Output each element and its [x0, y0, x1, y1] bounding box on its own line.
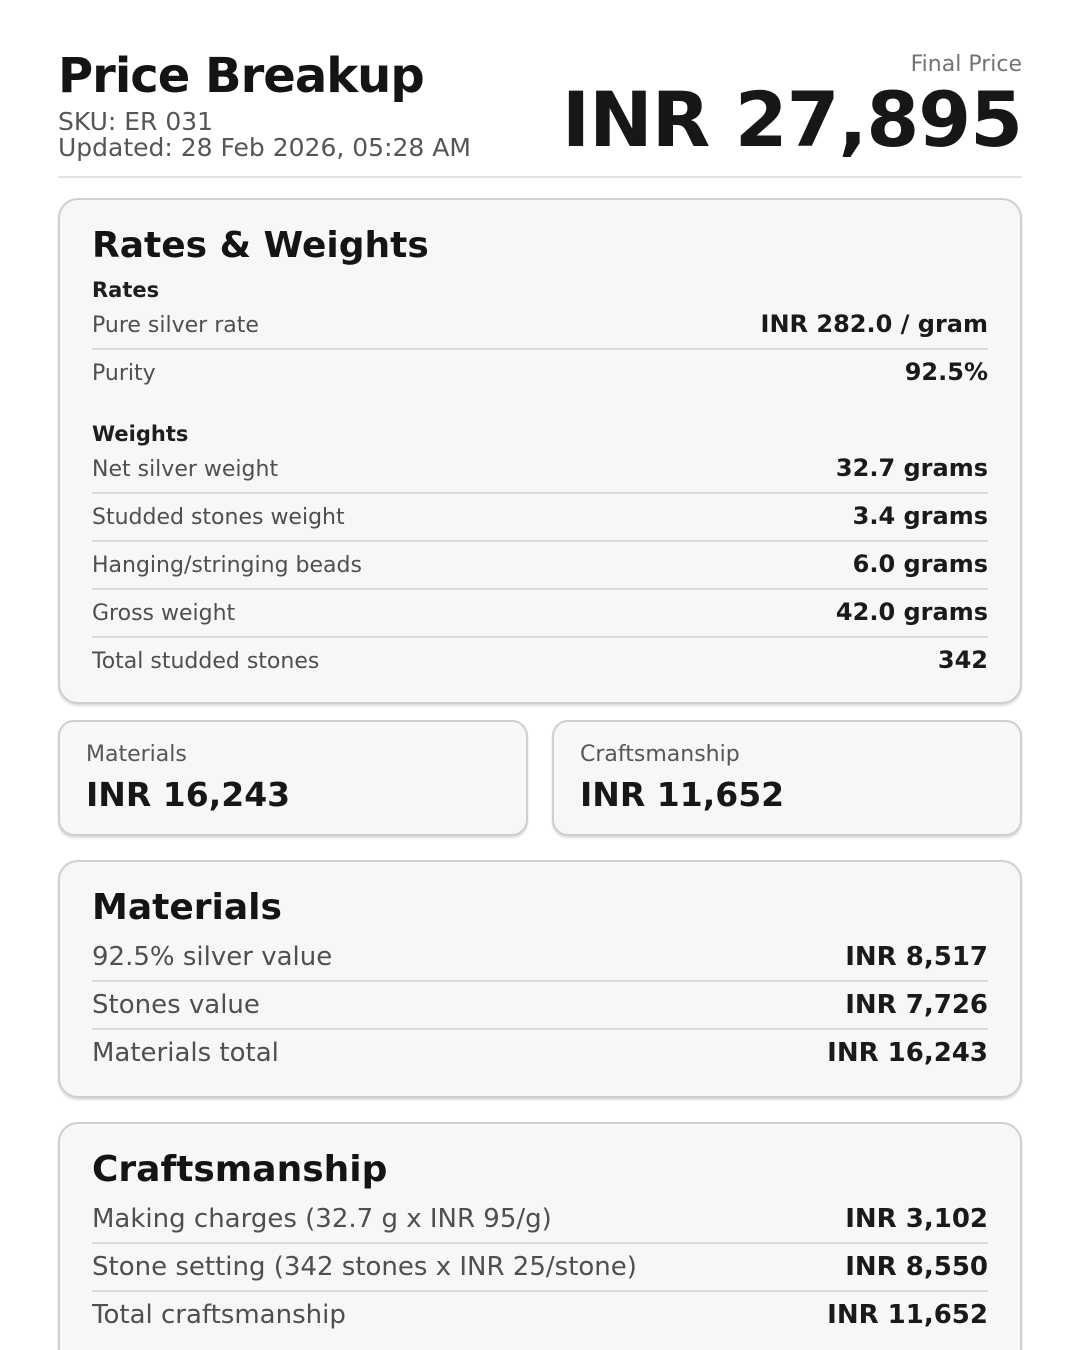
- table-row: [92, 638, 988, 684]
- table-row: [92, 494, 988, 542]
- table-row: [92, 1244, 988, 1292]
- section-title-rates: Rates: [92, 277, 160, 302]
- row-value: 32.7 grams: [835, 453, 988, 482]
- sku-text: SKU: ER 031: [58, 107, 214, 136]
- row-label: Stone setting (342 stones x INR 25/stone): [92, 1251, 637, 1282]
- sku-and-updated: [58, 109, 471, 162]
- row-value: 42.0 grams: [835, 597, 988, 626]
- rates-rows: [92, 302, 988, 396]
- header: [58, 48, 1022, 165]
- final-price-value: INR 27,895: [561, 75, 1022, 165]
- row-label: Hanging/stringing beads: [92, 552, 362, 578]
- row-label: Purity: [92, 360, 156, 386]
- row-label: 92.5% silver value: [92, 941, 333, 972]
- materials-rows: [92, 934, 988, 1076]
- header-divider: [58, 176, 1022, 178]
- table-row: [92, 590, 988, 638]
- table-row: [92, 1196, 988, 1244]
- card-title-craftsmanship: Craftsmanship: [92, 1148, 388, 1190]
- table-row: [92, 1292, 988, 1338]
- row-label: Total studded stones: [92, 648, 320, 674]
- row-label: Net silver weight: [92, 456, 279, 482]
- price-breakup-page: [58, 0, 1022, 1350]
- row-value: INR 11,652: [827, 1299, 988, 1330]
- table-row: [92, 446, 988, 494]
- card-title-materials: Materials: [92, 886, 282, 928]
- table-row: [92, 302, 988, 350]
- updated-text: Updated: 28 Feb 2026, 05:28 AM: [58, 133, 471, 163]
- row-value: INR 16,243: [827, 1037, 988, 1068]
- row-label: Studded stones weight: [92, 504, 345, 530]
- section-title-weights: Weights: [92, 421, 189, 446]
- summary-label: Materials: [86, 741, 187, 767]
- row-label: Stones value: [92, 989, 260, 1020]
- summary-value: INR 16,243: [86, 774, 291, 814]
- row-value: INR 3,102: [845, 1203, 988, 1234]
- summary-row: [58, 720, 1022, 836]
- row-label: Pure silver rate: [92, 312, 259, 338]
- row-label: Materials total: [92, 1037, 279, 1068]
- row-value: INR 282.0 / gram: [760, 309, 988, 338]
- row-label: Making charges (32.7 g x INR 95/g): [92, 1203, 552, 1234]
- row-label: Total craftsmanship: [92, 1299, 346, 1330]
- rates-weights-card: [58, 198, 1022, 704]
- row-value: 342: [937, 645, 988, 674]
- final-price-label: Final Price: [910, 52, 1022, 77]
- table-row: [92, 542, 988, 590]
- summary-value: INR 11,652: [580, 774, 785, 814]
- craftsmanship-card: [58, 1122, 1022, 1350]
- table-row: [92, 982, 988, 1030]
- materials-card: [58, 860, 1022, 1098]
- table-row: [92, 934, 988, 982]
- row-label: Gross weight: [92, 600, 236, 626]
- table-row: [92, 350, 988, 396]
- row-value: 3.4 grams: [852, 501, 988, 530]
- row-value: 6.0 grams: [852, 549, 988, 578]
- page-title: Price Breakup: [58, 48, 424, 104]
- row-value: INR 8,517: [845, 941, 988, 972]
- summary-label: Craftsmanship: [580, 741, 740, 767]
- craftsmanship-rows: [92, 1196, 988, 1338]
- final-price-block: [561, 52, 1022, 165]
- summary-card-craftsmanship: [552, 720, 1022, 836]
- card-title-rates-weights: Rates & Weights: [92, 224, 429, 266]
- row-value: INR 7,726: [845, 989, 988, 1020]
- row-value: 92.5%: [904, 357, 988, 386]
- row-value: INR 8,550: [845, 1251, 988, 1282]
- header-left: [58, 48, 471, 163]
- table-row: [92, 1030, 988, 1076]
- summary-card-materials: [58, 720, 528, 836]
- weights-rows: [92, 446, 988, 684]
